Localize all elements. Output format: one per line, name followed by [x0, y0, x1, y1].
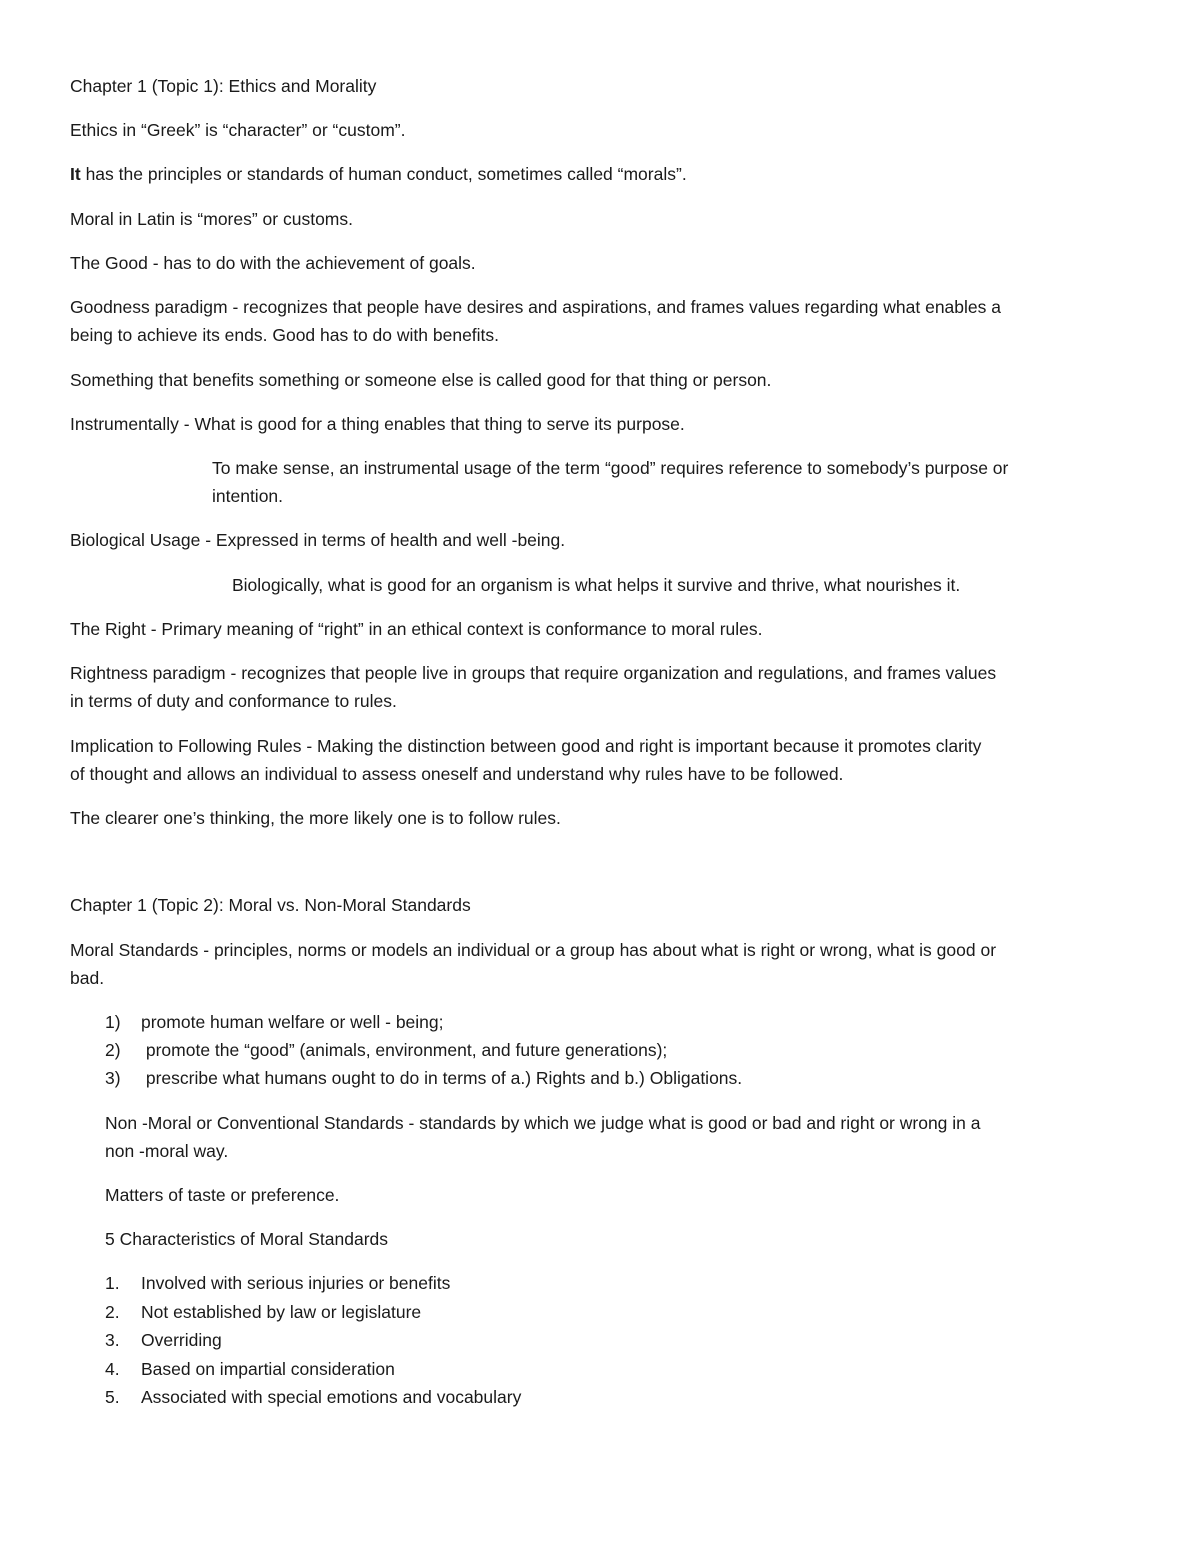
paragraph-goodness-line1: Goodness paradigm - recognizes that people have desires and aspirations, and frames values regarding what enables a [70, 297, 1001, 317]
list-item-number: 1) [105, 1012, 121, 1032]
paragraph-five-characteristics: 5 Characteristics of Moral Standards [105, 1229, 389, 1249]
paragraph-non-moral-line1: Non -Moral or Conventional Standards - standards by which we judge what is good or bad and right or wrong in a [105, 1113, 981, 1133]
paragraph-it-has-principles [70, 160, 1130, 188]
list-item [105, 1298, 1165, 1326]
paragraph-the-good: The Good - has to do with the achievement of goals. [70, 253, 476, 273]
paragraph-moral-latin: Moral in Latin is “mores” or customs. [70, 209, 353, 229]
paragraph-to-make-sense-line1: To make sense, an instrumental usage of the term “good” requires reference to somebody’s purpose or [212, 458, 1009, 478]
list-item [105, 1008, 1165, 1036]
paragraph-matters-of-taste: Matters of taste or preference. [105, 1185, 340, 1205]
list-item [105, 1064, 1165, 1092]
list-item-text: Associated with special emotions and vocabulary [141, 1387, 522, 1407]
paragraph-implication-line1: Implication to Following Rules - Making the distinction between good and right is important because it promotes clarity [70, 736, 982, 756]
paragraph-text: has the principles or standards of human conduct, sometimes called “morals”. [80, 164, 687, 184]
paragraph-rightness-line2: in terms of duty and conformance to rules. [70, 691, 397, 711]
list-item-text: promote the “good” (animals, environment, and future generations); [141, 1040, 668, 1060]
paragraph-non-moral-line2: non -moral way. [105, 1141, 229, 1161]
list-item-number: 3. [105, 1330, 120, 1350]
list-item-number: 1. [105, 1273, 120, 1293]
list-item-number: 5. [105, 1387, 120, 1407]
paragraph-biologically: Biologically, what is good for an organism is what helps it survive and thrive, what nourishes it. [232, 575, 961, 595]
list-item-number: 2) [105, 1040, 121, 1060]
list-item-text: Overriding [141, 1330, 222, 1350]
paragraph-instrumentally: Instrumentally - What is good for a thing enables that thing to serve its purpose. [70, 414, 685, 434]
paragraph-moral-standards-line2: bad. [70, 968, 105, 988]
topic1-heading: Chapter 1 (Topic 1): Ethics and Morality [70, 76, 377, 96]
paragraph-something-benefits: Something that benefits something or someone else is called good for that thing or person. [70, 370, 772, 390]
list-item-text: Not established by law or legislature [141, 1302, 422, 1322]
list-item [105, 1355, 1165, 1383]
list-item-text: promote human welfare or well - being; [141, 1012, 444, 1032]
list-item [105, 1269, 1165, 1297]
paragraph-goodness-line2: being to achieve its ends. Good has to do with benefits. [70, 325, 500, 345]
list-item [105, 1036, 1165, 1064]
paragraph-biological-usage: Biological Usage - Expressed in terms of health and well -being. [70, 530, 566, 550]
paragraph-to-make-sense-line2: intention. [212, 486, 284, 506]
list-item-text: Involved with serious injuries or benefits [141, 1273, 451, 1293]
paragraph-the-right: The Right - Primary meaning of “right” in an ethical context is conformance to moral rules. [70, 619, 763, 639]
paragraph-ethics-greek: Ethics in “Greek” is “character” or “custom”. [70, 120, 406, 140]
list-item [105, 1326, 1165, 1354]
paragraph-rightness-line1: Rightness paradigm - recognizes that people live in groups that require organization and regulations, and frames values [70, 663, 997, 683]
list-item-text: Based on impartial consideration [141, 1359, 395, 1379]
paragraph-moral-standards-line1: Moral Standards - principles, norms or models an individual or a group has about what is right or wrong, what is good or [70, 940, 997, 960]
list-item-number: 2. [105, 1302, 120, 1322]
list-item-text: prescribe what humans ought to do in terms of a.) Rights and b.) Obligations. [141, 1068, 743, 1088]
topic2-heading: Chapter 1 (Topic 2): Moral vs. Non-Moral Standards [70, 895, 471, 915]
paragraph-implication-line2: of thought and allows an individual to assess oneself and understand why rules have to be followed. [70, 764, 844, 784]
paragraph-lead-word: It [70, 164, 81, 184]
list-item [105, 1383, 1165, 1411]
list-item-number: 3) [105, 1068, 121, 1088]
list-item-number: 4. [105, 1359, 120, 1379]
paragraph-clearer-thinking: The clearer one’s thinking, the more likely one is to follow rules. [70, 808, 561, 828]
